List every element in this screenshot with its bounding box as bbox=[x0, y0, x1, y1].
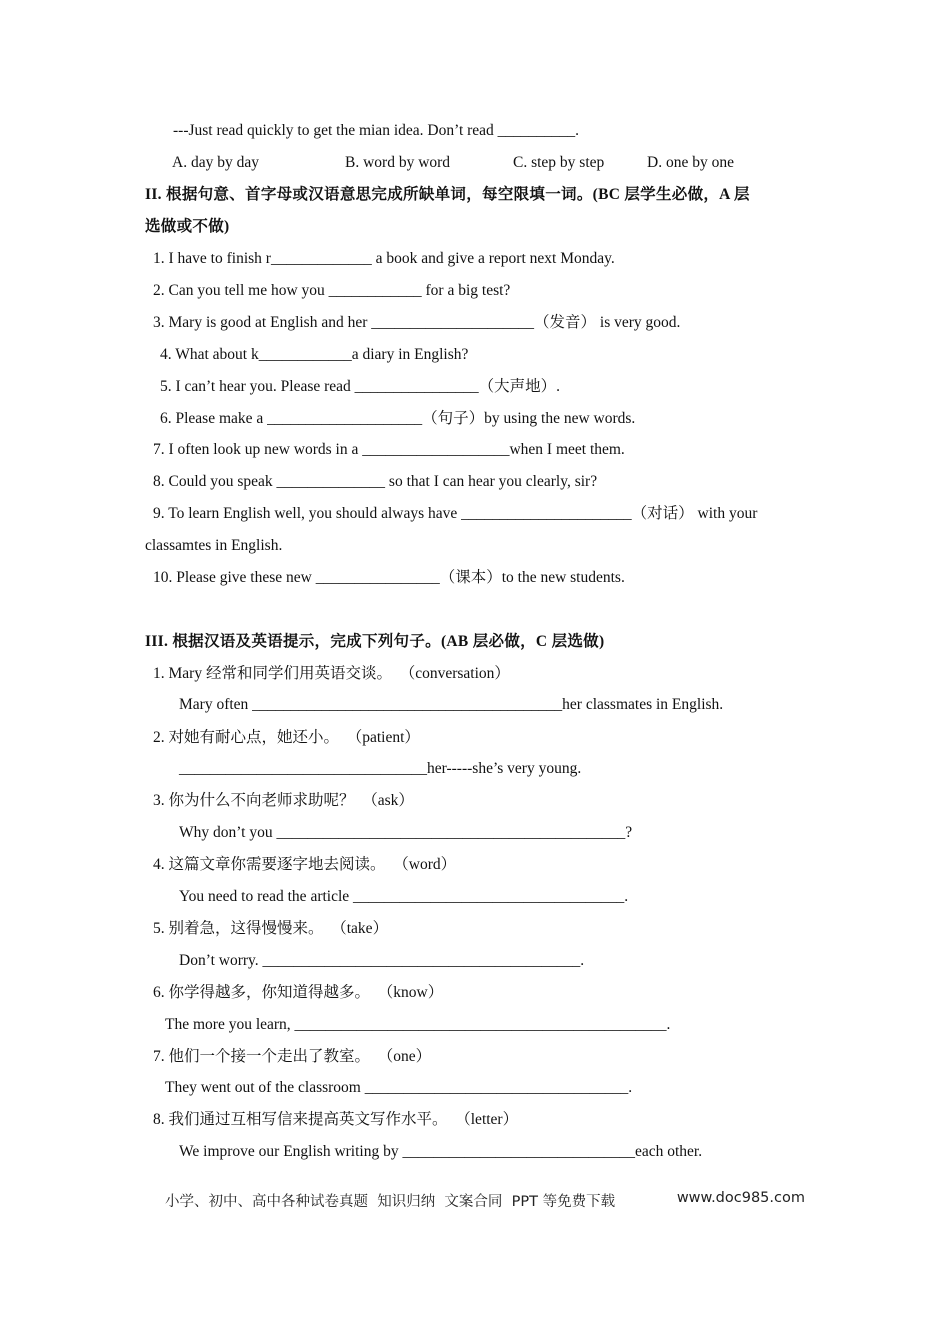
s2-item-7: 7. I often look up new words in a ___________________when I meet them. bbox=[153, 441, 625, 458]
s3-answer-8: We improve our English writing by ______________________________each other. bbox=[179, 1143, 703, 1160]
option-d: D. one by one bbox=[647, 154, 734, 171]
s3-prompt-8: 8. 我们通过互相写信来提高英文写作水平。 （letter） bbox=[153, 1111, 519, 1128]
s2-item-6: 6. Please make a ____________________（句子）by using the new words. bbox=[160, 410, 636, 427]
s2-item-8: 8. Could you speak ______________ so that I can hear you clearly, sir? bbox=[153, 473, 598, 490]
s2-item-10: 10. Please give these new ________________（课本）to the new students. bbox=[153, 569, 625, 586]
s3-answer-2: ________________________________her-----she’s very young. bbox=[179, 760, 582, 777]
s3-answer-3: Why don’t you _____________________________________________? bbox=[179, 824, 633, 841]
s2-item-3: 3. Mary is good at English and her _____________________（发音） is very good. bbox=[153, 314, 681, 331]
footer-site-link[interactable]: www.doc985.com bbox=[676, 1190, 805, 1206]
s3-prompt-5: 5. 别着急，这得慢慢来。 （take） bbox=[153, 920, 389, 937]
s3-prompt-7: 7. 他们一个接一个走出了教室。 （one） bbox=[153, 1048, 432, 1065]
s3-prompt-2: 2. 对她有耐心点，她还小。 （patient） bbox=[153, 729, 420, 746]
s2-item-5: 5. I can’t hear you. Please read ________________（大声地）. bbox=[160, 378, 561, 395]
option-c: C. step by step bbox=[513, 154, 605, 171]
s3-answer-4: You need to read the article ___________________________________. bbox=[179, 888, 629, 905]
footer-text: 小学、初中、高中各种试卷真题 知识归纳 文案合同 PPT 等免费下载 bbox=[165, 1194, 616, 1210]
s3-prompt-4: 4. 这篇文章你需要逐字地去阅读。 （word） bbox=[153, 856, 457, 873]
s3-answer-7: They went out of the classroom __________________________________. bbox=[165, 1079, 633, 1096]
s2-item-9-cont: classamtes in English. bbox=[145, 537, 283, 554]
s2-item-2: 2. Can you tell me how you ____________ for a big test? bbox=[153, 282, 511, 299]
option-b: B. word by word bbox=[345, 154, 451, 171]
question-tail: ---Just read quickly to get the mian idea. Don’t read __________. bbox=[173, 122, 580, 139]
page-footer bbox=[165, 1190, 805, 1211]
s3-prompt-3: 3. 你为什么不向老师求助呢？ （ask） bbox=[153, 792, 414, 809]
s3-answer-6: The more you learn, ________________________________________________. bbox=[165, 1016, 671, 1033]
s3-answer-5: Don’t worry. _________________________________________. bbox=[179, 952, 585, 969]
s2-item-4: 4. What about k____________a diary in English? bbox=[160, 346, 469, 363]
s2-item-1: 1. I have to finish r_____________ a book and give a report next Monday. bbox=[153, 250, 615, 267]
section-2-heading: II. 根据句意、首字母或汉语意思完成所缺单词，每空限填一词。(BC 层学生必做，A 层 bbox=[145, 186, 750, 203]
s3-prompt-1: 1. Mary 经常和同学们用英语交谈。 （conversation） bbox=[153, 665, 510, 682]
option-a: A. day by day bbox=[172, 154, 259, 171]
section-3-heading: III. 根据汉语及英语提示，完成下列句子。(AB 层必做，C 层选做) bbox=[145, 633, 605, 650]
s2-item-9: 9. To learn English well, you should always have ______________________（对话） with your bbox=[153, 505, 758, 522]
section-2-heading-cont: 选做或不做) bbox=[145, 218, 230, 235]
s3-answer-1: Mary often ________________________________________her classmates in English. bbox=[179, 696, 724, 713]
s3-prompt-6: 6. 你学得越多，你知道得越多。 （know） bbox=[153, 984, 444, 1001]
